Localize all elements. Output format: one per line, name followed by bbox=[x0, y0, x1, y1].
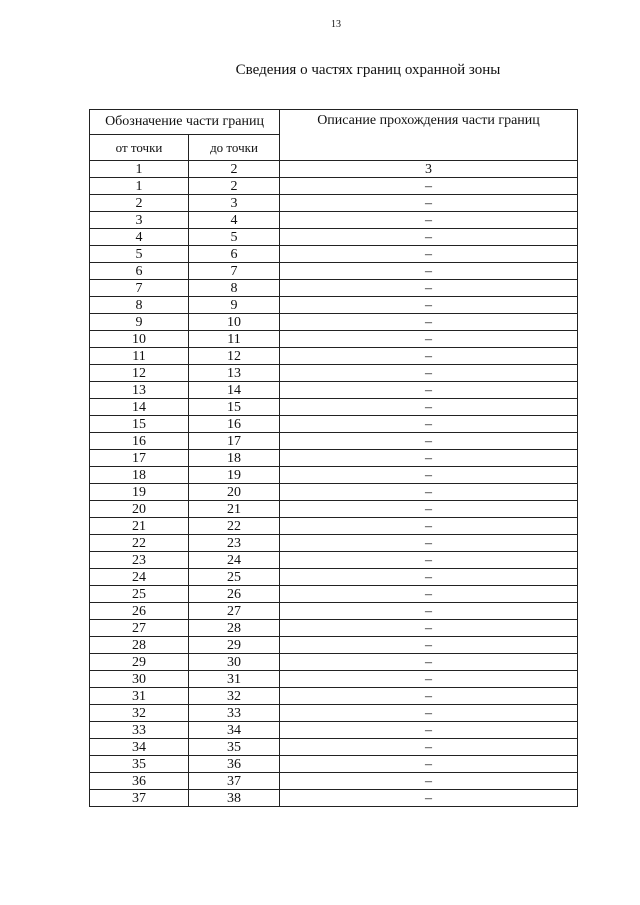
table-row bbox=[90, 535, 578, 552]
to-point-cell: 7 bbox=[189, 263, 280, 280]
to-point-cell: 25 bbox=[189, 569, 280, 586]
description-cell: – bbox=[280, 416, 578, 433]
description-cell: – bbox=[280, 688, 578, 705]
description-cell: – bbox=[280, 637, 578, 654]
table-row bbox=[90, 450, 578, 467]
to-point-cell: 12 bbox=[189, 348, 280, 365]
to-point-cell: 19 bbox=[189, 467, 280, 484]
column-number: 3 bbox=[280, 161, 578, 178]
table-row bbox=[90, 637, 578, 654]
description-cell: – bbox=[280, 467, 578, 484]
from-point-cell: 35 bbox=[90, 756, 189, 773]
to-point-cell: 22 bbox=[189, 518, 280, 535]
table-row bbox=[90, 297, 578, 314]
table-row bbox=[90, 756, 578, 773]
to-point-cell: 33 bbox=[189, 705, 280, 722]
description-cell: – bbox=[280, 773, 578, 790]
column-numbering-row bbox=[90, 161, 578, 178]
to-point-cell: 27 bbox=[189, 603, 280, 620]
description-cell: – bbox=[280, 484, 578, 501]
column-number: 2 bbox=[189, 161, 280, 178]
table-row bbox=[90, 178, 578, 195]
description-cell: – bbox=[280, 620, 578, 637]
from-point-cell: 25 bbox=[90, 586, 189, 603]
table-row bbox=[90, 331, 578, 348]
table-row bbox=[90, 365, 578, 382]
from-point-cell: 6 bbox=[90, 263, 189, 280]
table-row bbox=[90, 569, 578, 586]
to-point-cell: 30 bbox=[189, 654, 280, 671]
to-point-cell: 36 bbox=[189, 756, 280, 773]
to-point-header: до точки bbox=[189, 135, 280, 161]
table-row bbox=[90, 246, 578, 263]
table-row bbox=[90, 348, 578, 365]
document-title: Сведения о частях границ охранной зоны bbox=[235, 62, 501, 78]
from-point-cell: 13 bbox=[90, 382, 189, 399]
table-row bbox=[90, 229, 578, 246]
table-row bbox=[90, 399, 578, 416]
table-row bbox=[90, 654, 578, 671]
table-row bbox=[90, 586, 578, 603]
description-cell: – bbox=[280, 790, 578, 807]
from-point-cell: 4 bbox=[90, 229, 189, 246]
from-point-cell: 10 bbox=[90, 331, 189, 348]
to-point-cell: 13 bbox=[189, 365, 280, 382]
to-point-cell: 20 bbox=[189, 484, 280, 501]
from-point-cell: 5 bbox=[90, 246, 189, 263]
from-point-cell: 3 bbox=[90, 212, 189, 229]
from-point-cell: 17 bbox=[90, 450, 189, 467]
table-row bbox=[90, 314, 578, 331]
description-cell: – bbox=[280, 178, 578, 195]
to-point-cell: 11 bbox=[189, 331, 280, 348]
table-row bbox=[90, 552, 578, 569]
table-row bbox=[90, 484, 578, 501]
from-point-cell: 26 bbox=[90, 603, 189, 620]
from-point-cell: 37 bbox=[90, 790, 189, 807]
from-point-cell: 24 bbox=[90, 569, 189, 586]
to-point-cell: 21 bbox=[189, 501, 280, 518]
description-cell: – bbox=[280, 756, 578, 773]
description-cell: – bbox=[280, 365, 578, 382]
to-point-cell: 28 bbox=[189, 620, 280, 637]
to-point-cell: 18 bbox=[189, 450, 280, 467]
from-point-cell: 8 bbox=[90, 297, 189, 314]
to-point-cell: 32 bbox=[189, 688, 280, 705]
table-row bbox=[90, 263, 578, 280]
table-row bbox=[90, 382, 578, 399]
from-point-cell: 21 bbox=[90, 518, 189, 535]
to-point-cell: 26 bbox=[189, 586, 280, 603]
to-point-cell: 17 bbox=[189, 433, 280, 450]
description-cell: – bbox=[280, 348, 578, 365]
page-number: 13 bbox=[331, 19, 341, 30]
description-cell: – bbox=[280, 705, 578, 722]
from-point-cell: 30 bbox=[90, 671, 189, 688]
description-cell: – bbox=[280, 603, 578, 620]
to-point-cell: 16 bbox=[189, 416, 280, 433]
to-point-cell: 38 bbox=[189, 790, 280, 807]
description-cell: – bbox=[280, 739, 578, 756]
table-row bbox=[90, 518, 578, 535]
table-row bbox=[90, 416, 578, 433]
to-point-cell: 5 bbox=[189, 229, 280, 246]
description-cell: – bbox=[280, 195, 578, 212]
to-point-cell: 2 bbox=[189, 178, 280, 195]
to-point-cell: 9 bbox=[189, 297, 280, 314]
table-row bbox=[90, 671, 578, 688]
description-cell: – bbox=[280, 331, 578, 348]
table-row bbox=[90, 688, 578, 705]
from-point-cell: 1 bbox=[90, 178, 189, 195]
from-point-cell: 29 bbox=[90, 654, 189, 671]
from-point-cell: 22 bbox=[90, 535, 189, 552]
description-cell: – bbox=[280, 654, 578, 671]
from-point-cell: 18 bbox=[90, 467, 189, 484]
description-cell: – bbox=[280, 246, 578, 263]
to-point-cell: 8 bbox=[189, 280, 280, 297]
description-cell: – bbox=[280, 399, 578, 416]
to-point-cell: 15 bbox=[189, 399, 280, 416]
table-row bbox=[90, 501, 578, 518]
to-point-cell: 6 bbox=[189, 246, 280, 263]
table-row bbox=[90, 790, 578, 807]
description-cell: – bbox=[280, 263, 578, 280]
description-cell: – bbox=[280, 314, 578, 331]
description-cell: – bbox=[280, 586, 578, 603]
description-header: Описание прохождения части границ bbox=[280, 110, 578, 161]
description-cell: – bbox=[280, 518, 578, 535]
to-point-cell: 4 bbox=[189, 212, 280, 229]
table-body bbox=[90, 161, 578, 807]
column-number: 1 bbox=[90, 161, 189, 178]
from-point-header: от точки bbox=[90, 135, 189, 161]
from-point-cell: 27 bbox=[90, 620, 189, 637]
description-cell: – bbox=[280, 450, 578, 467]
to-point-cell: 14 bbox=[189, 382, 280, 399]
from-point-cell: 15 bbox=[90, 416, 189, 433]
description-cell: – bbox=[280, 535, 578, 552]
to-point-cell: 23 bbox=[189, 535, 280, 552]
description-cell: – bbox=[280, 433, 578, 450]
table-row bbox=[90, 467, 578, 484]
description-cell: – bbox=[280, 382, 578, 399]
from-point-cell: 33 bbox=[90, 722, 189, 739]
description-cell: – bbox=[280, 229, 578, 246]
from-point-cell: 9 bbox=[90, 314, 189, 331]
boundary-parts-table bbox=[89, 109, 578, 807]
description-cell: – bbox=[280, 671, 578, 688]
table-row bbox=[90, 280, 578, 297]
from-point-cell: 11 bbox=[90, 348, 189, 365]
from-point-cell: 12 bbox=[90, 365, 189, 382]
to-point-cell: 10 bbox=[189, 314, 280, 331]
table-row bbox=[90, 433, 578, 450]
to-point-cell: 35 bbox=[189, 739, 280, 756]
description-cell: – bbox=[280, 501, 578, 518]
from-point-cell: 32 bbox=[90, 705, 189, 722]
boundary-designation-header: Обозначение части границ bbox=[90, 110, 280, 135]
from-point-cell: 23 bbox=[90, 552, 189, 569]
to-point-cell: 3 bbox=[189, 195, 280, 212]
description-cell: – bbox=[280, 722, 578, 739]
from-point-cell: 19 bbox=[90, 484, 189, 501]
from-point-cell: 36 bbox=[90, 773, 189, 790]
from-point-cell: 7 bbox=[90, 280, 189, 297]
description-cell: – bbox=[280, 280, 578, 297]
from-point-cell: 34 bbox=[90, 739, 189, 756]
table-row bbox=[90, 620, 578, 637]
description-cell: – bbox=[280, 212, 578, 229]
from-point-cell: 20 bbox=[90, 501, 189, 518]
from-point-cell: 14 bbox=[90, 399, 189, 416]
from-point-cell: 2 bbox=[90, 195, 189, 212]
to-point-cell: 24 bbox=[189, 552, 280, 569]
table-row bbox=[90, 739, 578, 756]
to-point-cell: 34 bbox=[189, 722, 280, 739]
to-point-cell: 37 bbox=[189, 773, 280, 790]
table-row bbox=[90, 705, 578, 722]
table-row bbox=[90, 722, 578, 739]
table-row bbox=[90, 603, 578, 620]
table-row bbox=[90, 773, 578, 790]
table-row bbox=[90, 212, 578, 229]
from-point-cell: 31 bbox=[90, 688, 189, 705]
description-cell: – bbox=[280, 552, 578, 569]
from-point-cell: 28 bbox=[90, 637, 189, 654]
description-cell: – bbox=[280, 297, 578, 314]
to-point-cell: 29 bbox=[189, 637, 280, 654]
from-point-cell: 16 bbox=[90, 433, 189, 450]
description-cell: – bbox=[280, 569, 578, 586]
to-point-cell: 31 bbox=[189, 671, 280, 688]
table-row bbox=[90, 195, 578, 212]
